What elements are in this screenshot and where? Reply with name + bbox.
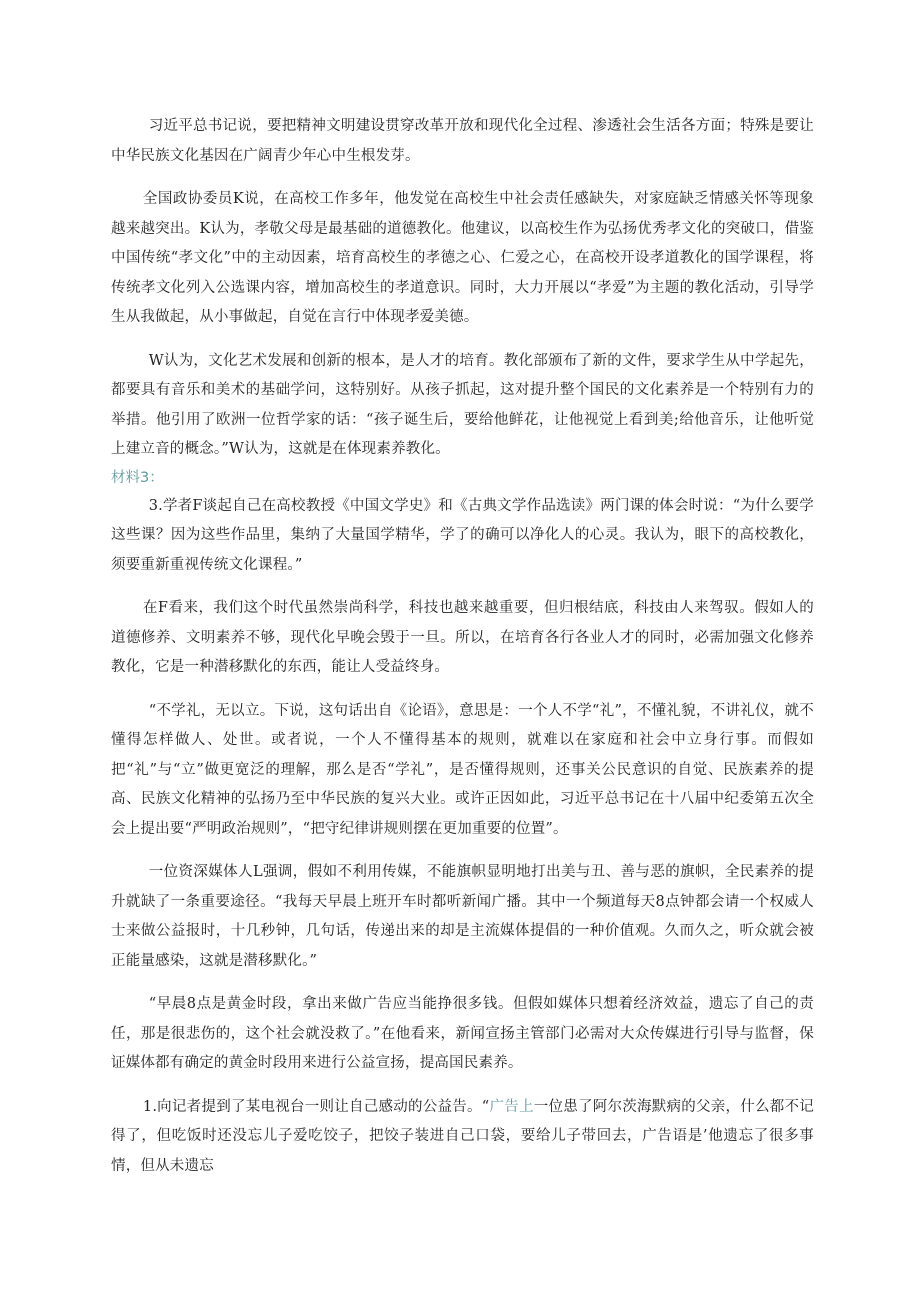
paragraph-7: 一位资深媒体人L强调，假如不利用传媒，不能旗帜显明地打出美与丑、善与恶的旗帜，全民素养的提升就缺了一条重要途径。“我每天早晨上班开车时都听新闻广播。其中一个频道每天8点钟都会请一个权威人士来做公益报时，十几秒钟，几句话，传递出来的却是主流媒体提倡的一种价值观。久而久之，听众就会被正能量感染，这就是潜移默化。”	[111, 864, 814, 969]
material-3-label: 材料3：	[111, 469, 164, 486]
paragraph-1: 习近平总书记说，要把精神文明建设贯穿改革开放和现代化全过程、渗透社会生活各方面；特殊是要让中华民族文化基因在广阔青少年心中生根发芽。	[111, 118, 814, 164]
paragraph-9	[111, 1093, 814, 1182]
paragraph-8: “早晨8点是黄金时段，拿出来做广告应当能挣很多钱。但假如媒体只想着经济效益，遗忘了自己的责任，那是很悲伤的，这个社会就没救了。”在他看来，新闻宣扬主管部门必需对大众传媒进行引导与监督，保证媒体都有确定的黄金时段用来进行公益宣扬，提高国民素养。	[111, 996, 814, 1071]
paragraph-6: “不学礼，无以立。下说，这句话出自《论语》，意思是：一个人不学“礼”，不懂礼貌，不讲礼仪，就不懂得怎样做人、处世。或者说，一个人不懂得基本的规则，就难以在家庭和社会中立身行事。而假如把“礼”与“立”做更宽泛的理解，那么是否“学礼”，是否懂得规则，还事关公民意识的自觉、民族素养的提高、民族文化精神的弘扬乃至中华民族的复兴大业。或许正因如此，习近平总书记在十八届中纪委第五次全会上提出要“严明政治规则”，“把守纪律讲规则摆在更加重要的位置”。	[111, 702, 814, 837]
paragraph-5: 在F看来，我们这个时代虽然崇尚科学，科技也越来越重要，但归根结底，科技由人来驾驭。假如人的道德修养、文明素养不够，现代化早晚会毁于一旦。所以，在培育各行各业人才的同时，必需加强文化修养教化，它是一种潜移默化的东西，能让人受益终身。	[111, 600, 814, 675]
paragraph-4: 3.学者F谈起自己在高校教授《中国文学史》和《古典文学作品选读》两门课的体会时说：“为什么要学这些课？因为这些作品里，集纳了大量国学精华，学了的确可以净化人的心灵。我认为，眼下的高校教化，须要重新重视传统文化课程。”	[111, 497, 814, 573]
paragraph-9-start: 1.向记者提到了某电视台一则让自己感动的公益告。“	[142, 1098, 490, 1115]
paragraph-3: W认为，文化艺术发展和创新的根本，是人才的培育。教化部颁布了新的文件，要求学生从中学起先，都要具有音乐和美术的基础学问，这特别好。从孩子抓起，这对提升整个国民的文化素养是一个特别有力的举措。他引用了欧洲一位哲学家的话：“孩子诞生后，要给他鲜花，让他视觉上看到美;给他音乐，让他听觉上建立音的概念。”W认为，这就是在体现素养教化。	[111, 352, 814, 457]
paragraph-9-end: 一位患了阿尔茨海默病的父亲，什么都不记得了，但吃饭时还没忘儿子爱吃饺子，把饺子装进自己口袋，要给儿子带回去，广告语是’他遗忘了很多事情，但从未遗忘	[111, 1098, 814, 1174]
paragraph-2: 全国政协委员K说，在高校工作多年，他发觉在高校生中社会责任感缺失，对家庭缺乏情感关怀等现象越来越突出。K认为，孝敬父母是最基础的道德教化。他建议，以高校生作为弘扬优秀孝文化的突破口，借鉴中国传统“孝文化”中的主动因素，培育高校生的孝德之心、仁爱之心，在高校开设孝道教化的国学课程，将传统孝文化列入公选课内容，增加高校生的孝道意识。同时，大力开展以“孝爱”为主题的教化活动，引导学生从我做起，从小事做起，自觉在言行中体现孝爱美德。	[111, 191, 814, 325]
paragraph-9-highlight: 广告上	[489, 1098, 534, 1115]
